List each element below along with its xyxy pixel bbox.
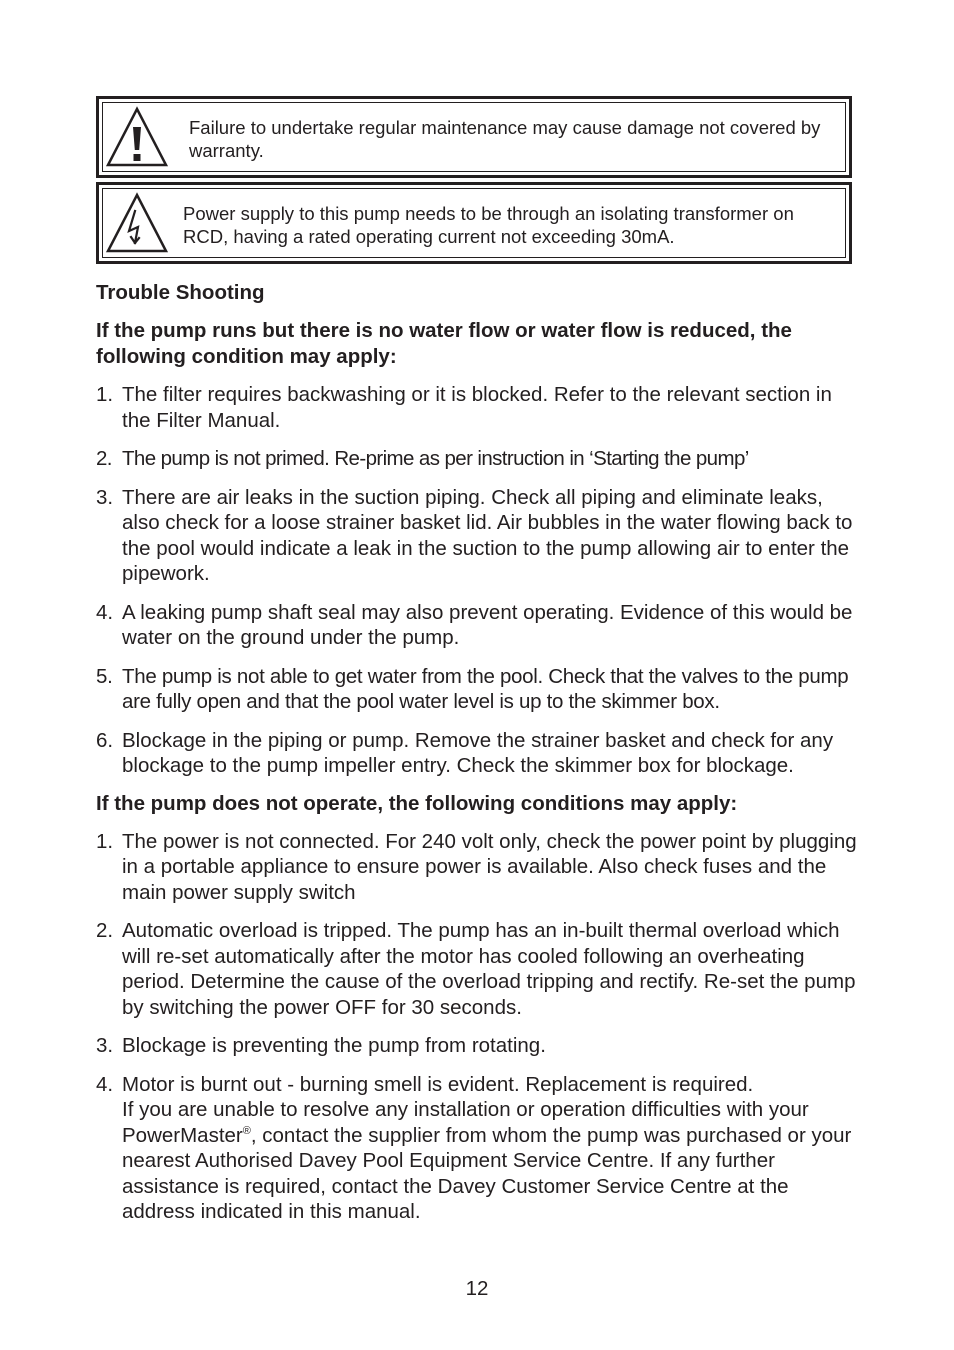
no-flow-list	[96, 382, 858, 779]
item-text: The filter requires backwashing or it is blocked. Refer to the relevant section in the Filter Manual.	[122, 383, 832, 432]
list-item	[96, 446, 858, 472]
item-text: Automatic overload is tripped. The pump has an in-built thermal overload which will re-set automatically after the motor has cooled following an overheating period. Determine the cause of the overload tripping and rectify. Re-set the pump by switching the power OFF for 30 seconds.	[122, 919, 856, 1019]
list-item	[96, 1072, 858, 1225]
list-item	[96, 829, 858, 906]
item-text: Blockage is preventing the pump from rotating.	[122, 1034, 546, 1057]
troubleshooting-section	[96, 280, 858, 1238]
warning-text: Failure to undertake regular maintenance may cause damage not covered by warranty.	[189, 117, 821, 161]
item-text: A leaking pump shaft seal may also prevent operating. Evidence of this would be water on the ground under the pump.	[122, 600, 853, 649]
exclamation-triangle-icon	[105, 105, 169, 169]
no-flow-heading: If the pump runs but there is no water flow or water flow is reduced, the following condition may apply:	[96, 319, 792, 368]
list-item	[96, 382, 858, 433]
not-operate-list	[96, 829, 858, 1225]
warning-text: Power supply to this pump needs to be through an isolating transformer on RCD, having a rated operating current not exceeding 30mA.	[183, 203, 794, 247]
closing-text: If you are unable to resolve any installation or operation difficulties with your PowerMaster	[122, 1098, 809, 1147]
list-item	[96, 664, 858, 715]
item-number: 5.	[96, 664, 113, 688]
electrical-hazard-icon	[105, 191, 169, 255]
item-number: 1.	[96, 383, 114, 406]
warning-box-maintenance	[96, 96, 852, 178]
item-number: 3.	[96, 485, 114, 509]
item-text: The power is not connected. For 240 volt only, check the power point by plugging in a portable appliance to ensure power is available. Also check fuses and the main power supply switch	[122, 829, 857, 904]
list-item	[96, 728, 858, 779]
page-number: 12	[465, 1277, 489, 1300]
list-item	[96, 600, 858, 651]
item-text: There are air leaks in the suction piping. Check all piping and eliminate leaks, also check for a loose strainer basket lid. Air bubbles in the water flowing back to the pool would indicate a leak in the suction to the pump allowing air to enter the pipework.	[122, 485, 853, 585]
item-number: 6.	[96, 728, 114, 752]
section-title: Trouble Shooting	[96, 281, 265, 304]
item-number: 2.	[96, 447, 112, 470]
list-item	[96, 485, 858, 587]
item-text: Blockage in the piping or pump. Remove the strainer basket and check for any blockage to the pump impeller entry. Check the skimmer box for blockage.	[122, 728, 834, 777]
item-number: 2.	[96, 919, 114, 942]
item-text: The pump is not primed. Re-prime as per instruction in ‘Starting the pump’	[122, 447, 749, 470]
item-number: 4.	[96, 600, 114, 624]
closing-text-continued: , contact the supplier from whom the pump was purchased or your nearest Authorised Davey Pool Equipment Service Centre. If any further assistance is required, contact the Davey Customer Service Centre at the address indicated in this manual.	[122, 1123, 852, 1223]
item-text: Motor is burnt out - burning smell is evident. Replacement is required.	[122, 1072, 754, 1096]
registered-mark: ®	[242, 1124, 251, 1137]
list-item	[96, 918, 858, 1020]
item-text: The pump is not able to get water from the pool. Check that the valves to the pump are fully open and that the pool water level is up to the skimmer box.	[122, 664, 849, 713]
list-item	[96, 1033, 858, 1059]
item-number: 4.	[96, 1072, 114, 1096]
not-operate-heading: If the pump does not operate, the following conditions may apply:	[96, 791, 738, 815]
item-number: 1.	[96, 829, 114, 853]
warning-box-electrical	[96, 182, 852, 264]
item-number: 3.	[96, 1034, 114, 1057]
